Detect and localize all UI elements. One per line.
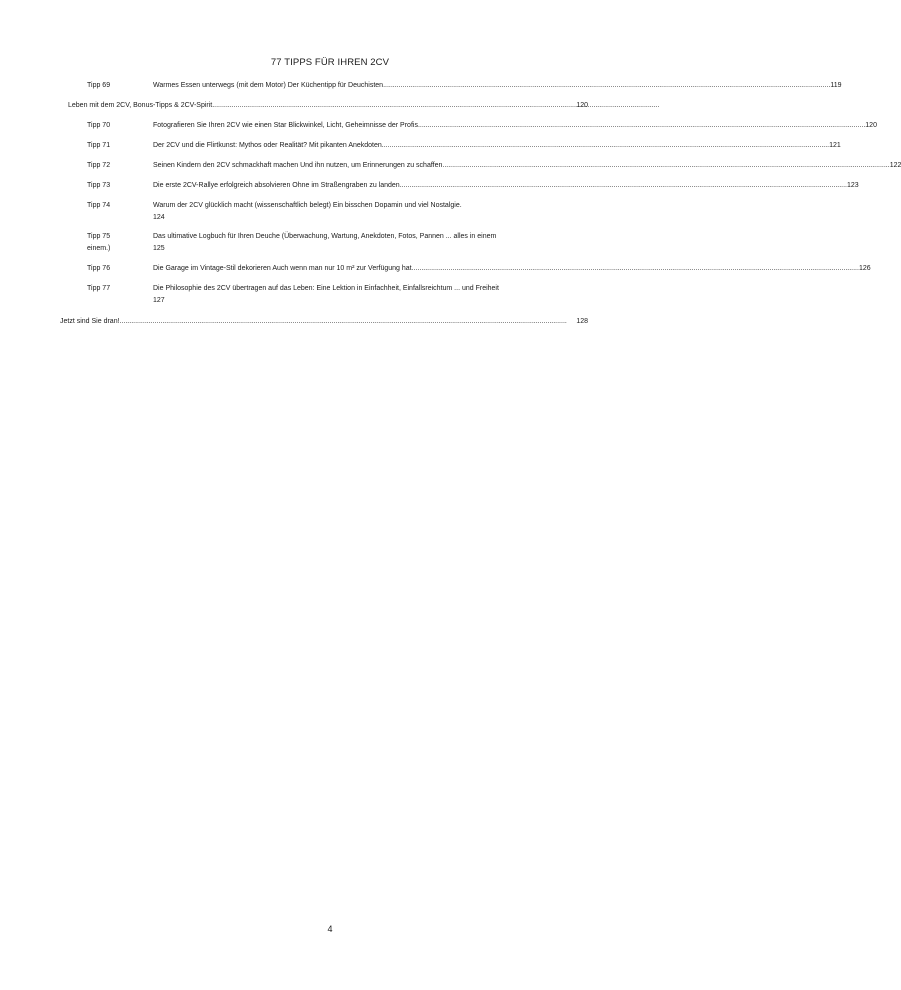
page-ref: 120 <box>865 122 877 129</box>
final-title: Jetzt sind Sie dran! <box>60 318 120 325</box>
tipp-title: Das ultimative Logbuch für Ihren Deuche (Überwachung, Wartung, Anekdoten, Fotos, Pannen ... alles in einem <box>153 233 497 240</box>
page-header: 77 TIPPS FÜR IHREN 2CV <box>270 57 390 68</box>
page-ref: 125 <box>153 245 165 252</box>
leader-dots <box>212 100 576 111</box>
tipp-title: Seinen Kindern den 2CV schmackhaft machen Und ihn nutzen, um Erinnerungen zu schaffen <box>153 162 443 169</box>
tipp-title: Warum der 2CV glücklich macht (wissenschaftlich belegt) Ein bisschen Dopamin und viel Nostalgie. <box>153 202 462 209</box>
tipp-title: Fotografieren Sie Ihren 2CV wie einen Star Blickwinkel, Licht, Geheimnisse der Profis <box>153 122 418 129</box>
page-ref: 124 <box>153 214 165 221</box>
leader-dots <box>442 160 889 171</box>
tipp-label: Tipp 77 <box>87 285 111 292</box>
tipp-label: Tipp 69 <box>87 82 111 89</box>
tipp-title: Der 2CV und die Flirtkunst: Mythos oder Realität? Mit pikanten Anekdoten <box>153 142 382 149</box>
page-ref: 123 <box>847 182 859 189</box>
toc-entry-tipp-75[interactable] <box>68 231 588 254</box>
toc-entry-tipp-70[interactable] <box>68 120 877 131</box>
tipp-label: Tipp 74 <box>87 202 111 209</box>
tipp-title: Warmes Essen unterwegs (mit dem Motor) Der Küchentipp für Deuchisten <box>153 82 384 89</box>
tipp-label: Tipp 70 <box>87 122 111 129</box>
section-title: Leben mit dem 2CV, Bonus-Tipps & 2CV-Spirit <box>68 102 213 109</box>
tipp-title: Die Garage im Vintage-Stil dekorieren Auch wenn man nur 10 m² zur Verfügung hat <box>153 265 412 272</box>
page-ref: 119 <box>830 82 842 89</box>
toc-final-entry[interactable] <box>60 316 588 327</box>
leader-dots <box>383 80 830 91</box>
tipp-label-continuation: einem.) <box>87 245 111 252</box>
toc-entry-tipp-73[interactable] <box>68 180 859 191</box>
leader-dots <box>382 140 829 151</box>
page-ref: 126 <box>858 265 871 272</box>
tipp-label: Tipp 71 <box>87 142 111 149</box>
page-ref: 120 <box>576 102 588 109</box>
toc-entry-tipp-74[interactable] <box>68 200 588 223</box>
tipp-label: Tipp 72 <box>87 162 111 169</box>
page-ref: 122 <box>889 162 901 169</box>
page-ref: 121 <box>829 142 841 149</box>
toc-entry-tipp-77[interactable] <box>68 283 588 306</box>
page-ref: 127 <box>153 297 165 304</box>
page-ref: 128 <box>576 318 588 325</box>
tipp-label: Tipp 75 <box>87 233 111 240</box>
tipp-title: Die erste 2CV-Rallye erfolgreich absolvieren Ohne im Straßengraben zu landen <box>153 182 400 189</box>
leader-dots <box>120 316 577 327</box>
toc-entry-tipp-71[interactable] <box>68 140 841 151</box>
tipp-label: Tipp 73 <box>87 182 111 189</box>
leader-dots <box>418 120 865 131</box>
tipp-title: Die Philosophie des 2CV übertragen auf das Leben: Eine Lektion in Einfachheit, Einfallsreichtum ... und Freiheit <box>153 285 499 292</box>
leader-dots <box>400 180 847 191</box>
toc-entry-tipp-72[interactable] <box>68 160 901 171</box>
toc-entry-tipp-69[interactable] <box>68 80 842 91</box>
toc-entry-tipp-76[interactable] <box>68 263 871 274</box>
toc-section-leben-mit-dem-2cv[interactable] <box>68 100 588 111</box>
leader-dots <box>412 263 859 274</box>
page-number: 4 <box>327 924 333 934</box>
tipp-label: Tipp 76 <box>87 265 111 272</box>
